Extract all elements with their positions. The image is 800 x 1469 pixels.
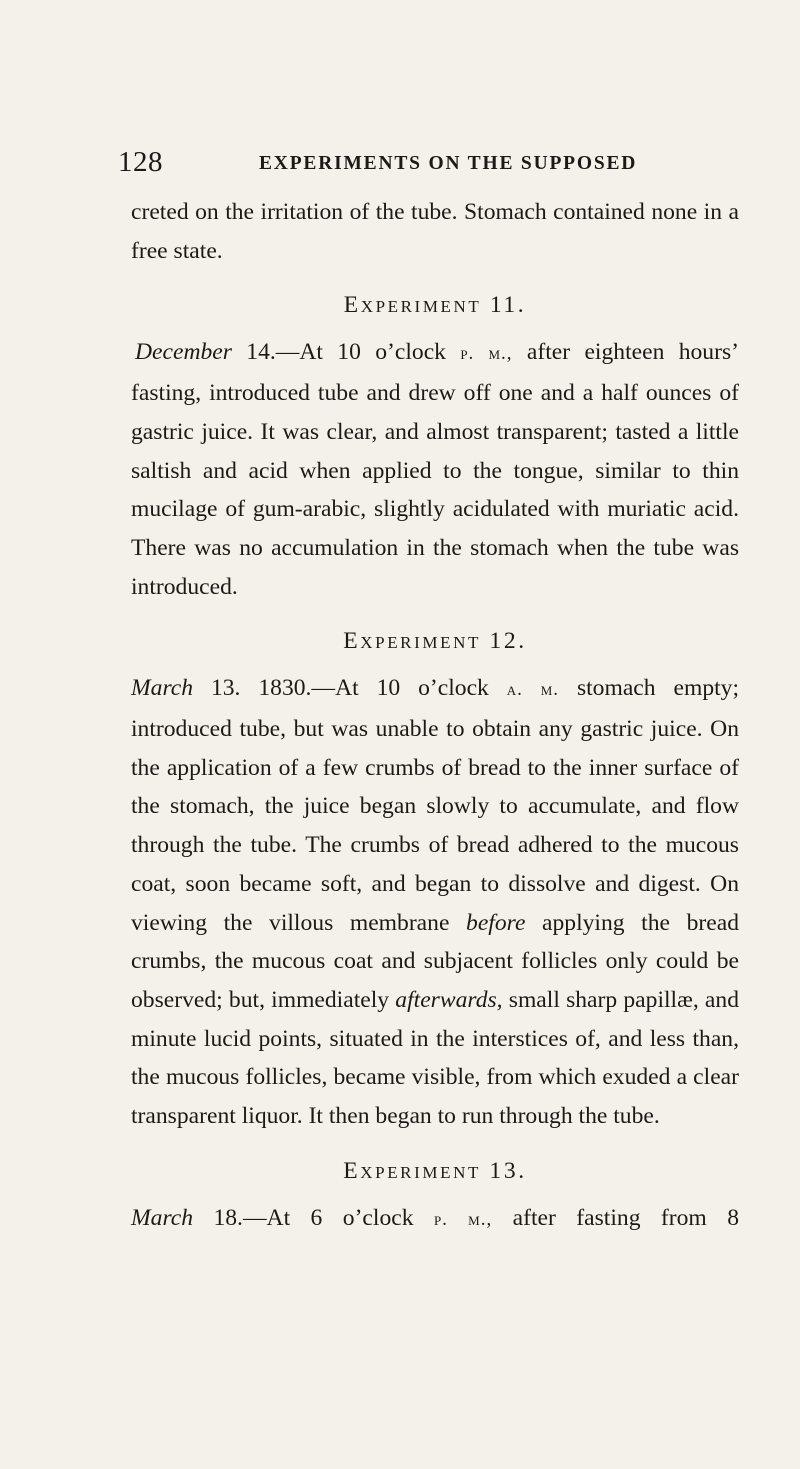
experiment-12-text-a: —At 10 o’clock	[311, 675, 507, 702]
experiment-11-heading: Experiment 11.	[343, 292, 527, 319]
experiment-12-text-b: stomach empty; introduced tube, but was unable to obtain any gastric juice. On the application of a few crumbs of bread to the inner surface of the stomach, the juice began slowly to accumulate, and flow through the tube. The crumbs of bread adhered to the mucous coat, soon became soft, and began to dissolve and digest. On viewing the villous membrane	[131, 675, 740, 936]
experiment-12-text-d: small sharp papillæ, and minute lucid points, situated in the interstices of, and less than, the mucous follicles, became visible, from which exuded a clear transparent liquor. It then began to run through the tube.	[131, 986, 740, 1130]
experiment-12-day: 13. 1830.	[193, 675, 312, 702]
page-number: 128	[118, 146, 163, 178]
experiment-13-day: 18.	[193, 1204, 243, 1231]
experiment-11-date: December	[135, 339, 232, 366]
experiment-12-paragraph	[131, 669, 739, 1135]
page-body	[131, 193, 739, 1239]
experiment-12-heading: Experiment 12.	[343, 628, 527, 655]
experiment-12-date: March	[131, 675, 194, 702]
experiment-13-text-b: after fasting from 8	[492, 1204, 740, 1231]
continuation-paragraph: creted on the irritation of the tube. Stomach contained none in a free state.	[131, 199, 739, 264]
running-head: EXPERIMENTS ON THE SUPPOSED	[259, 153, 638, 174]
experiment-12-text-c: applying the bread crumbs, the mucous coat and subjacent follicles only could be observed; but, immediately	[131, 909, 739, 1013]
experiment-13-text-a: —At 6 o’clock	[242, 1204, 434, 1231]
experiment-11-time: p. m.,	[460, 343, 513, 365]
experiment-12-emphasis-afterwards: afterwards,	[395, 986, 503, 1013]
experiment-12-time: a. m.	[506, 679, 560, 701]
experiment-13-heading: Experiment 13.	[343, 1157, 527, 1184]
experiment-13-time: p. m.,	[433, 1208, 493, 1230]
experiment-11-text-a: —At 10 o’clock	[275, 339, 461, 366]
experiment-13-date: March	[131, 1204, 194, 1231]
experiment-12-emphasis-before: before	[466, 909, 526, 936]
experiment-13-paragraph	[131, 1199, 739, 1240]
experiment-11-paragraph	[131, 333, 739, 606]
experiment-11-day: 14.	[231, 339, 276, 366]
page-header	[118, 146, 740, 186]
experiment-11-text-b: after eighteen hours’ fasting, introduced tube and drew off one and a half ounces of gastric juice. It was clear, and almost transparent; tasted a little saltish and acid when applied to the tongue, similar to thin mucilage of gum-arabic, slightly acidulated with muriatic acid. There was no accumulation in the stomach when the tube was introduced.	[131, 339, 739, 600]
